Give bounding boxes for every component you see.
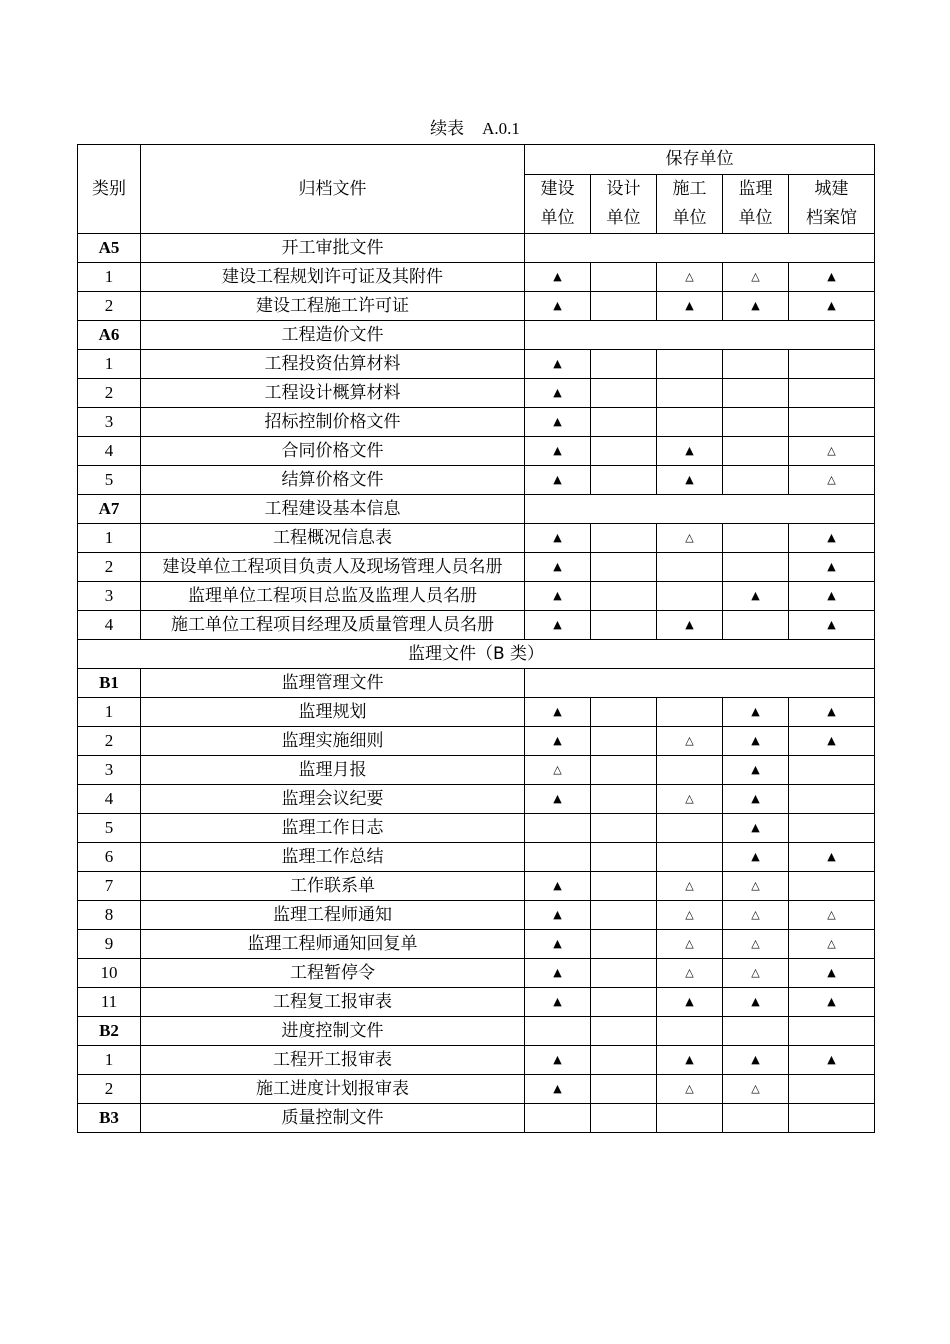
hollow-triangle-mark: △ (789, 930, 875, 959)
document-name: 工程暂停令 (141, 959, 525, 988)
document-name: 结算价格文件 (141, 466, 525, 495)
document-name: 监理工作总结 (141, 843, 525, 872)
filled-triangle-mark: ▲ (525, 1046, 591, 1075)
filled-triangle-mark: ▲ (525, 408, 591, 437)
empty-cell (525, 843, 591, 872)
section-code: B3 (78, 1104, 141, 1133)
item-number: 5 (78, 814, 141, 843)
table-row (78, 988, 875, 1017)
empty-cell (723, 524, 789, 553)
filled-triangle-mark: ▲ (723, 756, 789, 785)
item-number: 3 (78, 756, 141, 785)
empty-cell (525, 1017, 591, 1046)
filled-triangle-mark: ▲ (525, 785, 591, 814)
empty-cell (657, 756, 723, 785)
caption-title: 续表 (430, 119, 465, 139)
section-title: 工程建设基本信息 (141, 495, 525, 524)
empty-cell (723, 408, 789, 437)
header-category: 类别 (78, 145, 141, 234)
hollow-triangle-mark: △ (657, 872, 723, 901)
item-number: 3 (78, 408, 141, 437)
filled-triangle-mark: ▲ (525, 930, 591, 959)
empty-cell (657, 582, 723, 611)
document-name: 监理会议纪要 (141, 785, 525, 814)
filled-triangle-mark: ▲ (723, 292, 789, 321)
empty-cell (591, 1017, 657, 1046)
document-name: 监理单位工程项目总监及监理人员名册 (141, 582, 525, 611)
header-unit-line: 单位 (738, 208, 773, 228)
empty-cell (591, 756, 657, 785)
document-name: 工程开工报审表 (141, 1046, 525, 1075)
empty-cell (591, 611, 657, 640)
table-row (78, 872, 875, 901)
header-unit-line: 单位 (672, 208, 707, 228)
filled-triangle-mark: ▲ (723, 1046, 789, 1075)
filled-triangle-mark: ▲ (789, 263, 875, 292)
empty-cell (723, 1104, 789, 1133)
table-row (78, 263, 875, 292)
empty-cell (591, 524, 657, 553)
hollow-triangle-mark: △ (525, 756, 591, 785)
filled-triangle-mark: ▲ (789, 698, 875, 727)
section-code: A7 (78, 495, 141, 524)
empty-cell (591, 553, 657, 582)
filled-triangle-mark: ▲ (657, 437, 723, 466)
empty-cell (657, 1017, 723, 1046)
document-name: 招标控制价格文件 (141, 408, 525, 437)
filled-triangle-mark: ▲ (789, 524, 875, 553)
filled-triangle-mark: ▲ (525, 437, 591, 466)
section-row (78, 1104, 875, 1133)
hollow-triangle-mark: △ (657, 785, 723, 814)
section-row (78, 321, 875, 350)
empty-cell (723, 437, 789, 466)
empty-cell (723, 466, 789, 495)
filled-triangle-mark: ▲ (723, 988, 789, 1017)
empty-cell (591, 1046, 657, 1075)
item-number: 1 (78, 698, 141, 727)
section-row (78, 234, 875, 263)
empty-cell (591, 727, 657, 756)
filled-triangle-mark: ▲ (525, 872, 591, 901)
empty-cell (591, 843, 657, 872)
group-title: 监理文件（B 类） (78, 640, 875, 669)
table-row (78, 408, 875, 437)
document-name: 建设单位工程项目负责人及现场管理人员名册 (141, 553, 525, 582)
document-name: 工作联系单 (141, 872, 525, 901)
filled-triangle-mark: ▲ (789, 988, 875, 1017)
filled-triangle-mark: ▲ (657, 1046, 723, 1075)
hollow-triangle-mark: △ (657, 263, 723, 292)
item-number: 3 (78, 582, 141, 611)
item-number: 10 (78, 959, 141, 988)
empty-cell (591, 437, 657, 466)
filled-triangle-mark: ▲ (525, 553, 591, 582)
document-name: 工程复工报审表 (141, 988, 525, 1017)
empty-cell (723, 1017, 789, 1046)
empty-cell (591, 582, 657, 611)
empty-cell (789, 1104, 875, 1133)
section-row (78, 495, 875, 524)
section-title: 开工审批文件 (141, 234, 525, 263)
table-row (78, 698, 875, 727)
document-name: 监理实施细则 (141, 727, 525, 756)
item-number: 1 (78, 1046, 141, 1075)
table-row (78, 843, 875, 872)
empty-cell (789, 1017, 875, 1046)
empty-cell (723, 350, 789, 379)
filled-triangle-mark: ▲ (723, 727, 789, 756)
section-title: 质量控制文件 (141, 1104, 525, 1133)
section-row (78, 669, 875, 698)
empty-cell (657, 1104, 723, 1133)
section-code: A5 (78, 234, 141, 263)
filled-triangle-mark: ▲ (789, 553, 875, 582)
empty-cell (657, 408, 723, 437)
header-unit-line: 城建 (814, 179, 849, 199)
filled-triangle-mark: ▲ (789, 582, 875, 611)
document-name: 监理工作日志 (141, 814, 525, 843)
hollow-triangle-mark: △ (723, 959, 789, 988)
empty-cell (789, 814, 875, 843)
hollow-triangle-mark: △ (723, 872, 789, 901)
header-unit-supervisor (723, 175, 789, 234)
document-name: 建设工程规划许可证及其附件 (141, 263, 525, 292)
hollow-triangle-mark: △ (789, 901, 875, 930)
empty-cell (657, 843, 723, 872)
empty-cell (591, 1075, 657, 1104)
header-unit-line: 建设 (540, 179, 575, 199)
empty-cell (591, 988, 657, 1017)
empty-cell (591, 292, 657, 321)
filled-triangle-mark: ▲ (789, 611, 875, 640)
filled-triangle-mark: ▲ (723, 785, 789, 814)
item-number: 1 (78, 350, 141, 379)
empty-cell (789, 350, 875, 379)
empty-cell (525, 1104, 591, 1133)
section-blank (525, 669, 875, 698)
table-row (78, 524, 875, 553)
filled-triangle-mark: ▲ (789, 1046, 875, 1075)
item-number: 2 (78, 553, 141, 582)
item-number: 4 (78, 611, 141, 640)
document-name: 工程设计概算材料 (141, 379, 525, 408)
table-row (78, 785, 875, 814)
table-row (78, 930, 875, 959)
filled-triangle-mark: ▲ (525, 1075, 591, 1104)
table-caption (0, 118, 950, 140)
document-name: 监理工程师通知 (141, 901, 525, 930)
filled-triangle-mark: ▲ (525, 959, 591, 988)
document-name: 建设工程施工许可证 (141, 292, 525, 321)
section-title: 监理管理文件 (141, 669, 525, 698)
empty-cell (723, 611, 789, 640)
hollow-triangle-mark: △ (723, 263, 789, 292)
hollow-triangle-mark: △ (657, 524, 723, 553)
filled-triangle-mark: ▲ (723, 698, 789, 727)
empty-cell (591, 350, 657, 379)
document-name: 施工单位工程项目经理及质量管理人员名册 (141, 611, 525, 640)
empty-cell (657, 553, 723, 582)
empty-cell (591, 408, 657, 437)
filled-triangle-mark: ▲ (657, 466, 723, 495)
caption-code: A.0.1 (482, 119, 520, 138)
filled-triangle-mark: ▲ (525, 988, 591, 1017)
filled-triangle-mark: ▲ (525, 350, 591, 379)
hollow-triangle-mark: △ (657, 930, 723, 959)
group-row (78, 640, 875, 669)
empty-cell (789, 785, 875, 814)
table-header (78, 145, 875, 234)
empty-cell (657, 814, 723, 843)
header-unit-line: 单位 (540, 208, 575, 228)
filled-triangle-mark: ▲ (723, 582, 789, 611)
empty-cell (591, 263, 657, 292)
section-code: B2 (78, 1017, 141, 1046)
filled-triangle-mark: ▲ (525, 292, 591, 321)
header-keeper: 保存单位 (525, 145, 875, 175)
filled-triangle-mark: ▲ (525, 466, 591, 495)
item-number: 4 (78, 437, 141, 466)
hollow-triangle-mark: △ (657, 901, 723, 930)
document-name: 工程投资估算材料 (141, 350, 525, 379)
section-code: B1 (78, 669, 141, 698)
hollow-triangle-mark: △ (723, 1075, 789, 1104)
header-unit-line: 设计 (606, 179, 641, 199)
table-body (78, 234, 875, 1133)
empty-cell (789, 408, 875, 437)
hollow-triangle-mark: △ (657, 959, 723, 988)
item-number: 8 (78, 901, 141, 930)
item-number: 1 (78, 263, 141, 292)
table-row (78, 959, 875, 988)
filled-triangle-mark: ▲ (789, 843, 875, 872)
section-code: A6 (78, 321, 141, 350)
document-name: 施工进度计划报审表 (141, 1075, 525, 1104)
filled-triangle-mark: ▲ (525, 582, 591, 611)
empty-cell (591, 872, 657, 901)
filled-triangle-mark: ▲ (525, 901, 591, 930)
document-name: 监理规划 (141, 698, 525, 727)
filled-triangle-mark: ▲ (723, 843, 789, 872)
item-number: 2 (78, 727, 141, 756)
hollow-triangle-mark: △ (723, 901, 789, 930)
section-row (78, 1017, 875, 1046)
empty-cell (657, 350, 723, 379)
header-unit-contractor (657, 175, 723, 234)
section-blank (525, 234, 875, 263)
header-unit-construction (525, 175, 591, 234)
filled-triangle-mark: ▲ (789, 292, 875, 321)
table-row (78, 901, 875, 930)
item-number: 2 (78, 292, 141, 321)
document-name: 监理工程师通知回复单 (141, 930, 525, 959)
item-number: 6 (78, 843, 141, 872)
empty-cell (525, 814, 591, 843)
empty-cell (591, 814, 657, 843)
filled-triangle-mark: ▲ (789, 959, 875, 988)
hollow-triangle-mark: △ (657, 1075, 723, 1104)
item-number: 11 (78, 988, 141, 1017)
empty-cell (591, 379, 657, 408)
table-row (78, 1046, 875, 1075)
table-row (78, 379, 875, 408)
section-title: 工程造价文件 (141, 321, 525, 350)
empty-cell (789, 379, 875, 408)
empty-cell (723, 553, 789, 582)
table-row (78, 466, 875, 495)
table-row (78, 582, 875, 611)
filled-triangle-mark: ▲ (657, 611, 723, 640)
item-number: 2 (78, 379, 141, 408)
document-name: 工程概况信息表 (141, 524, 525, 553)
header-unit-line: 档案馆 (806, 208, 857, 228)
table-row (78, 553, 875, 582)
hollow-triangle-mark: △ (789, 437, 875, 466)
header-unit-line: 单位 (606, 208, 641, 228)
filled-triangle-mark: ▲ (525, 611, 591, 640)
empty-cell (657, 698, 723, 727)
filled-triangle-mark: ▲ (789, 727, 875, 756)
archive-table (77, 144, 875, 1133)
filled-triangle-mark: ▲ (525, 698, 591, 727)
table-row (78, 350, 875, 379)
item-number: 5 (78, 466, 141, 495)
hollow-triangle-mark: △ (657, 727, 723, 756)
empty-cell (591, 698, 657, 727)
table-row (78, 611, 875, 640)
table-row (78, 727, 875, 756)
empty-cell (591, 1104, 657, 1133)
header-unit-line: 监理 (738, 179, 773, 199)
header-unit-archive (789, 175, 875, 234)
item-number: 2 (78, 1075, 141, 1104)
hollow-triangle-mark: △ (723, 930, 789, 959)
item-number: 4 (78, 785, 141, 814)
filled-triangle-mark: ▲ (525, 263, 591, 292)
empty-cell (723, 379, 789, 408)
header-unit-design (591, 175, 657, 234)
document-name: 合同价格文件 (141, 437, 525, 466)
document-name: 监理月报 (141, 756, 525, 785)
item-number: 7 (78, 872, 141, 901)
filled-triangle-mark: ▲ (525, 727, 591, 756)
filled-triangle-mark: ▲ (657, 292, 723, 321)
table-row (78, 437, 875, 466)
table-row (78, 1075, 875, 1104)
empty-cell (591, 959, 657, 988)
filled-triangle-mark: ▲ (525, 379, 591, 408)
empty-cell (789, 872, 875, 901)
section-title: 进度控制文件 (141, 1017, 525, 1046)
empty-cell (591, 785, 657, 814)
header-unit-line: 施工 (672, 179, 707, 199)
empty-cell (591, 466, 657, 495)
filled-triangle-mark: ▲ (723, 814, 789, 843)
filled-triangle-mark: ▲ (657, 988, 723, 1017)
table-row (78, 814, 875, 843)
filled-triangle-mark: ▲ (525, 524, 591, 553)
header-document: 归档文件 (141, 145, 525, 234)
empty-cell (657, 379, 723, 408)
table-row (78, 756, 875, 785)
empty-cell (591, 930, 657, 959)
table-row (78, 292, 875, 321)
section-blank (525, 321, 875, 350)
empty-cell (789, 756, 875, 785)
empty-cell (591, 901, 657, 930)
item-number: 1 (78, 524, 141, 553)
empty-cell (789, 1075, 875, 1104)
hollow-triangle-mark: △ (789, 466, 875, 495)
item-number: 9 (78, 930, 141, 959)
section-blank (525, 495, 875, 524)
